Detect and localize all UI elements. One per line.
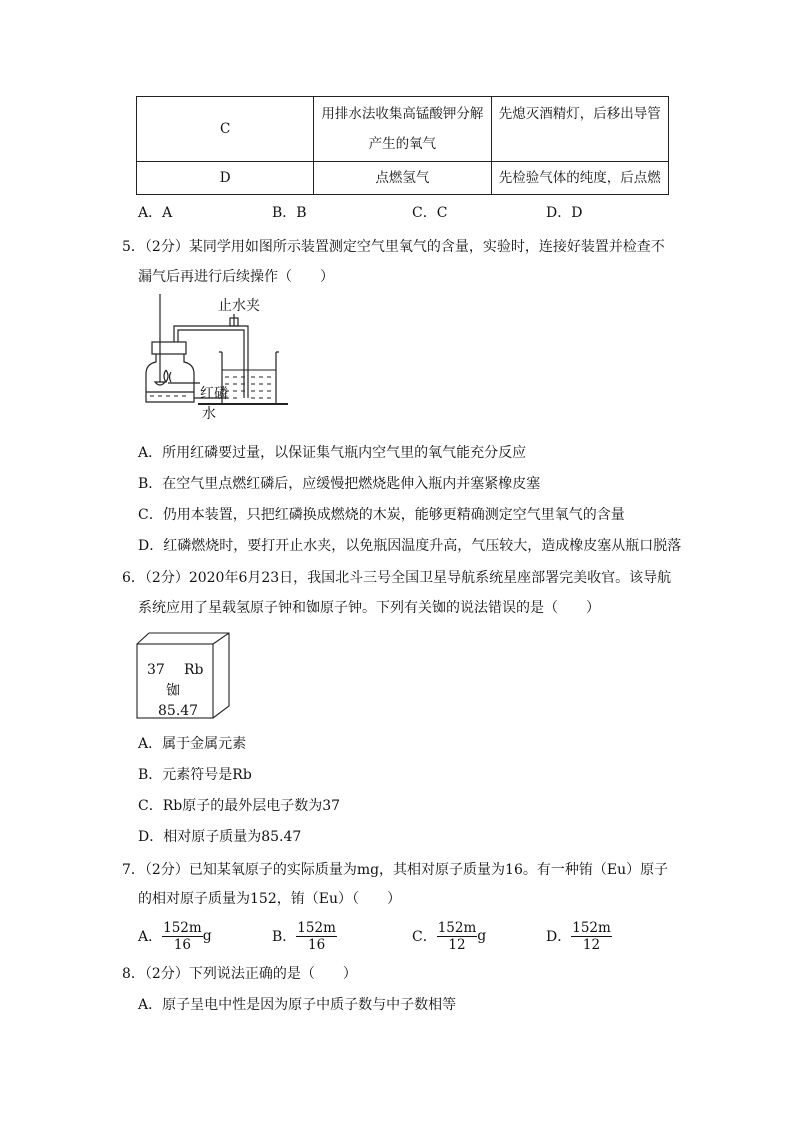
q7-choice-c-letter: C． — [412, 929, 437, 945]
q5-choice-c: C．仍用本装置，只把红磷换成燃烧的木炭，能够更精确测定空气里氧气的含量 — [138, 507, 625, 523]
q7-choice-d-fraction — [571, 920, 612, 953]
fraction-numerator: 152m — [297, 919, 336, 936]
fraction-denominator: 12 — [448, 936, 466, 953]
fraction-numerator: 152m — [437, 919, 477, 936]
q8-stem: 8．（2分）下列说法正确的是（ ） — [122, 966, 357, 982]
q7-stem-line1: 7．（2分）已知某氧原子的实际质量为mg，其相对原子质量为16。有一种铕（Eu）原子 — [122, 862, 669, 878]
table-cell-operation: 点燃氢气 — [314, 162, 491, 195]
table-cell-option: C — [137, 97, 314, 162]
q7-choice-b-letter: B． — [272, 929, 297, 945]
table-cell-procedure: 先熄灭酒精灯，后移出导管 — [491, 97, 668, 162]
q7-choice-a-letter: A． — [138, 929, 163, 945]
q7-choice-d-letter: D． — [546, 929, 572, 945]
q5-choice-b: B．在空气里点燃红磷后，应缓慢把燃烧匙伸入瓶内并塞紧橡皮塞 — [138, 476, 541, 492]
answer-table — [136, 96, 669, 195]
fraction-denominator: 12 — [582, 936, 601, 953]
q6-choice-d: D．相对原子质量为85.47 — [138, 829, 302, 845]
fraction-denominator: 16 — [173, 936, 191, 953]
table-cell-operation — [314, 97, 491, 162]
element-atomic-mass: 85.47 — [158, 703, 199, 719]
element-symbol: Rb — [184, 662, 204, 678]
q7-choice-a — [138, 918, 212, 954]
q7-choice-c-fraction — [437, 920, 478, 953]
q4-choice-d: D．D — [546, 205, 583, 221]
q6-choice-b: B．元素符号是Rb — [138, 767, 252, 783]
q4-choice-c: C．C — [412, 205, 448, 221]
q5-stem-line1: 5．（2分）某同学用如图所示装置测定空气里氧气的含量，实验时，连接好装置并检查不 — [122, 239, 665, 255]
q6-stem-line1: 6．（2分）2020年6月23日，我国北斗三号全国卫星导航系统星座部署完美收官。该导航 — [122, 570, 672, 586]
q7-choice-b — [272, 918, 337, 954]
q5-choice-d: D．红磷燃烧时，要打开止水夹，以免瓶因温度升高，气压较大，造成橡皮塞从瓶口脱落 — [138, 538, 682, 554]
table-row — [137, 162, 669, 195]
label-red-phosphorus: 红磷 — [200, 386, 228, 402]
element-name: 铷 — [166, 683, 180, 699]
label-water: 水 — [202, 406, 216, 422]
q6-stem-line2: 系统应用了星载氢原子钟和铷原子钟。下列有关铷的说法错误的是（ ） — [138, 600, 600, 616]
q5-stem-line2: 漏气后再进行后续操作（ ） — [138, 269, 334, 285]
fraction-numerator: 152m — [572, 919, 611, 936]
label-clamp: 止水夹 — [218, 298, 260, 314]
q6-choice-c: C．Rb原子的最外层电子数为37 — [138, 798, 341, 814]
table-cell-operation-line1: 用排水法收集高锰酸钾分解 — [321, 106, 484, 122]
q6-choice-a: A．属于金属元素 — [138, 736, 247, 752]
table-cell-procedure: 先检验气体的纯度，后点燃 — [491, 162, 668, 195]
table-cell-option: D — [137, 162, 314, 195]
fraction-numerator: 152m — [163, 919, 202, 936]
q7-choice-c — [412, 918, 486, 954]
q7-choice-a-fraction — [162, 920, 203, 953]
q5-choice-a: A．所用红磷要过量，以保证集气瓶内空气里的氧气能充分反应 — [138, 445, 527, 461]
q8-choice-a: A．原子呈电中性是因为原子中质子数与中子数相等 — [138, 997, 457, 1013]
table-row — [137, 97, 669, 162]
q7-choice-b-fraction — [296, 920, 337, 953]
q4-choice-a: A．A — [138, 205, 173, 221]
element-atomic-number: 37 — [147, 662, 165, 678]
q7-stem-line2: 的相对原子质量为152，铕（Eu）（ ） — [138, 891, 401, 907]
q7-choice-d — [546, 918, 612, 954]
q4-choice-b: B．B — [272, 205, 307, 221]
q7-choice-c-unit: g — [477, 928, 487, 944]
q7-choice-a-unit: g — [202, 928, 212, 944]
table-cell-operation-line2: 产生的氧气 — [368, 136, 437, 152]
fraction-denominator: 16 — [307, 936, 326, 953]
